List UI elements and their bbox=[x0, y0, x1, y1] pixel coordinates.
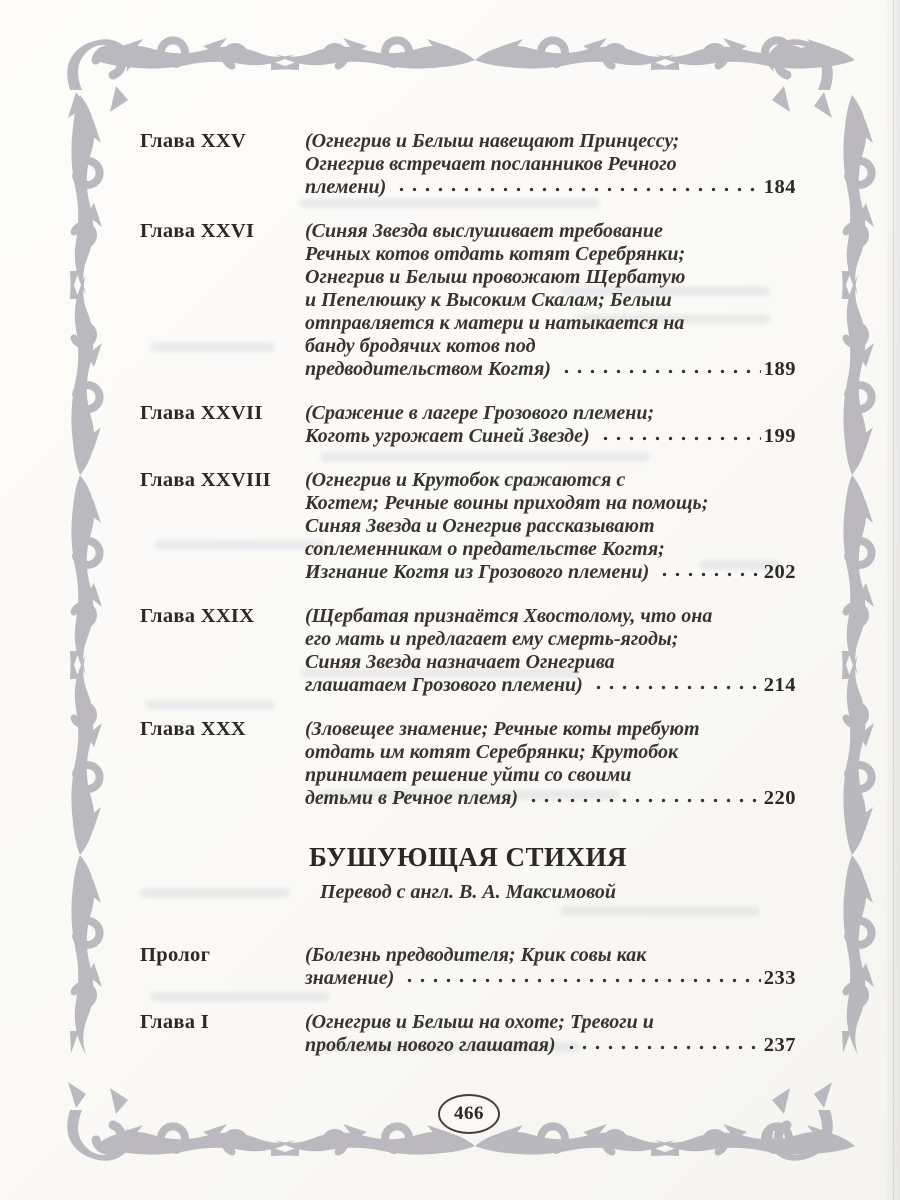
book-section-title: БУШУЮЩАЯ СТИХИЯ bbox=[309, 842, 627, 872]
chapter-summary-line: отдать им котят Серебрянки; Крутобок bbox=[305, 741, 679, 763]
page-number: 466 bbox=[454, 1103, 484, 1124]
dot-leader bbox=[597, 425, 761, 448]
chapter-summary-line: (Сражение в лагере Грозового племени; bbox=[305, 402, 655, 424]
chapter-label: Глава XXVI bbox=[140, 220, 255, 242]
page-number-badge bbox=[438, 1094, 500, 1134]
chapter-summary-last-line: племени) bbox=[305, 176, 387, 198]
chapter-label: Глава XXVIII bbox=[140, 469, 271, 491]
chapter-summary bbox=[305, 605, 796, 697]
chapter-label: Глава XXIX bbox=[140, 605, 255, 627]
chapter-summary-line: соплеменникам о предательстве Когтя; bbox=[305, 538, 665, 560]
chapter-summary-lastline-row bbox=[305, 1034, 796, 1057]
chapter-summary-lastline-row bbox=[305, 176, 796, 199]
chapter-summary bbox=[305, 402, 796, 448]
dot-leader bbox=[401, 967, 761, 990]
chapter-summary-last-line: детьми в Речное племя) bbox=[305, 787, 519, 809]
chapter-summary-lastline-row bbox=[305, 358, 796, 381]
chapter-summary-line: (Огнегрив и Крутобок сражаются с bbox=[305, 469, 626, 491]
toc-entry bbox=[140, 718, 796, 810]
chapter-summary-last-line: знамение) bbox=[305, 967, 395, 989]
chapter-summary-lastline-row bbox=[305, 425, 796, 448]
chapter-summary-line: Когтем; Речные воины приходят на помощь; bbox=[305, 492, 709, 514]
scan-edge-shadow bbox=[884, 0, 900, 1200]
chapter-label: Пролог bbox=[140, 944, 211, 966]
toc-entries-part2 bbox=[140, 944, 796, 1057]
chapter-summary-lastline-row bbox=[305, 787, 796, 810]
chapter-summary-line: (Зловещее знамение; Речные коты требуют bbox=[305, 718, 700, 740]
chapter-summary-line: (Щербатая признаётся Хвостолому, что она bbox=[305, 605, 713, 627]
chapter-summary-line: его мать и предлагает ему смерть-ягоды; bbox=[305, 628, 679, 650]
dot-leader bbox=[563, 1034, 761, 1057]
chapter-summary bbox=[305, 1011, 796, 1057]
chapter-summary-line: Речных котов отдать котят Серебрянки; bbox=[305, 243, 686, 265]
chapter-page-number: 202 bbox=[763, 561, 796, 583]
chapter-page-number: 189 bbox=[763, 358, 796, 380]
chapter-summary bbox=[305, 944, 796, 990]
toc-entry bbox=[140, 605, 796, 697]
chapter-page-number: 214 bbox=[763, 674, 796, 696]
chapter-summary-line: Огнегрив и Белыш провожают Щербатую bbox=[305, 266, 686, 288]
toc-entries-part1 bbox=[140, 130, 796, 810]
book-section-subtitle: Перевод с англ. В. А. Максимовой bbox=[319, 881, 617, 903]
toc-entry bbox=[140, 1011, 796, 1057]
chapter-summary-line: (Болезнь предводителя; Крик совы как bbox=[305, 944, 647, 966]
chapter-summary bbox=[305, 469, 796, 584]
chapter-page-number: 220 bbox=[763, 787, 796, 809]
dot-leader bbox=[656, 561, 761, 584]
chapter-label: Глава XXX bbox=[140, 718, 247, 740]
chapter-summary-line: (Огнегрив и Белыш на охоте; Тревоги и bbox=[305, 1011, 654, 1033]
chapter-page-number: 233 bbox=[763, 967, 796, 989]
chapter-summary-line: Синяя Звезда и Огнегрив рассказывают bbox=[305, 515, 655, 537]
chapter-summary-line: (Огнегрив и Белыш навещают Принцессу; bbox=[305, 130, 680, 152]
chapter-summary-line: отправляется к матери и натыкается на bbox=[305, 312, 685, 334]
chapter-summary-lastline-row bbox=[305, 674, 796, 697]
table-of-contents bbox=[140, 130, 796, 1078]
dot-leader bbox=[525, 787, 761, 810]
chapter-label: Глава XXV bbox=[140, 130, 247, 152]
toc-entry bbox=[140, 220, 796, 381]
chapter-summary-line: банду бродячих котов под bbox=[305, 335, 536, 357]
chapter-summary bbox=[305, 130, 796, 199]
scan-crease-line bbox=[893, 0, 894, 1200]
chapter-summary-lastline-row bbox=[305, 561, 796, 584]
chapter-summary-line: и Пепелюшку к Высоким Скалам; Белыш bbox=[305, 289, 672, 311]
chapter-summary-line: Синяя Звезда назначает Огнегрива bbox=[305, 651, 615, 673]
chapter-label: Глава I bbox=[140, 1011, 210, 1033]
chapter-summary-last-line: Коготь угрожает Синей Звезде) bbox=[305, 425, 590, 447]
chapter-summary-last-line: предводительством Когтя) bbox=[305, 358, 551, 380]
chapter-page-number: 199 bbox=[763, 425, 796, 447]
chapter-summary-line: принимает решение уйти со своими bbox=[305, 764, 632, 786]
chapter-page-number: 237 bbox=[763, 1034, 796, 1056]
chapter-summary-last-line: проблемы нового глашатая) bbox=[305, 1034, 556, 1056]
chapter-summary-line: (Синяя Звезда выслушивает требование bbox=[305, 220, 663, 242]
chapter-page-number: 184 bbox=[763, 176, 796, 198]
chapter-summary-last-line: глашатаем Грозового племени) bbox=[305, 674, 583, 696]
chapter-summary-line: Огнегрив встречает посланников Речного bbox=[305, 153, 677, 175]
chapter-summary-lastline-row bbox=[305, 967, 796, 990]
toc-entry bbox=[140, 469, 796, 584]
dot-leader bbox=[393, 176, 761, 199]
chapter-summary bbox=[305, 220, 796, 381]
toc-entry bbox=[140, 402, 796, 448]
dot-leader bbox=[590, 674, 761, 697]
chapter-label: Глава XXVII bbox=[140, 402, 263, 424]
chapter-summary bbox=[305, 718, 796, 810]
toc-entry bbox=[140, 130, 796, 199]
toc-entry bbox=[140, 944, 796, 990]
chapter-summary-last-line: Изгнание Когтя из Грозового племени) bbox=[305, 561, 650, 583]
dot-leader bbox=[558, 358, 761, 381]
